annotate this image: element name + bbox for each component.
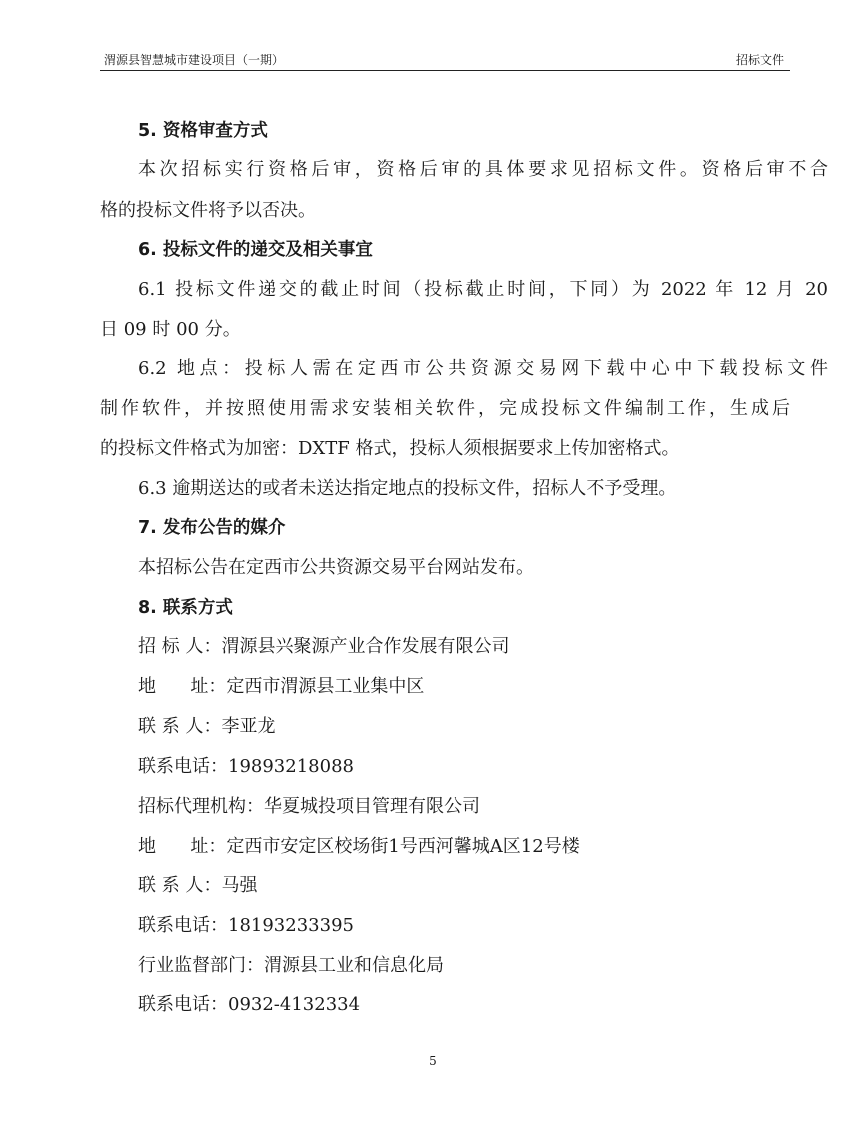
- contact-value: 渭源县工业和信息化局: [264, 955, 444, 976]
- section-5-paragraph-line-1: 本次招标实行资格后审，资格后审的具体要求见招标文件。资格后审不合: [138, 159, 828, 180]
- contact-label: 行业监督部门：: [138, 955, 264, 976]
- contact-value: 马强: [221, 875, 258, 896]
- section-8-heading: 8. 联系方式: [138, 598, 233, 618]
- page-number: 5: [429, 1054, 437, 1068]
- contact-label: 地 址：: [138, 836, 227, 857]
- contact-row-tenderer-address: [100, 675, 828, 699]
- section-6-1-line-1: 6.1 投标文件递交的截止时间（投标截止时间，下同）为 2022 年 12 月 20: [138, 279, 828, 300]
- contact-label: 招 标 人：: [138, 636, 222, 657]
- contact-value: 定西市渭源县工业集中区: [226, 676, 425, 697]
- contact-row-agency: [100, 795, 828, 819]
- contact-value: 19893218088: [228, 756, 354, 777]
- contact-row-agency-phone: [100, 914, 828, 938]
- contact-label: 招标代理机构：: [138, 796, 264, 817]
- contact-value: 18193233395: [228, 915, 354, 936]
- contact-label: 联 系 人：: [138, 716, 222, 737]
- contact-row-tenderer: [100, 635, 828, 659]
- contact-row-agency-contact: [100, 874, 828, 898]
- section-6-1-line-2: 日 09 时 00 分。: [100, 319, 241, 340]
- section-7-heading: 7. 发布公告的媒介: [138, 518, 286, 538]
- contact-label: 联系电话：: [138, 994, 228, 1015]
- section-7-paragraph: 本招标公告在定西市公共资源交易平台网站发布。: [138, 557, 534, 578]
- contact-value: 李亚龙: [221, 716, 276, 737]
- contact-value: 0932-4132334: [228, 994, 361, 1015]
- contact-label: 联 系 人：: [138, 875, 222, 896]
- header-doc-type: 招标文件: [735, 53, 784, 67]
- contact-label: 地 址：: [138, 676, 227, 697]
- section-6-2-line-2: 制作软件，并按照使用需求安装相关软件，完成投标文件编制工作，生成后: [100, 398, 790, 419]
- contact-value: 定西市安定区校场街1号西河馨城A区12号楼: [226, 836, 580, 857]
- section-6-2-line-1: 6.2 地点：投标人需在定西市公共资源交易网下载中心中下载投标文件: [138, 358, 828, 379]
- section-5-paragraph-line-2: 格的投标文件将予以否决。: [100, 200, 316, 221]
- contact-label: 联系电话：: [138, 915, 228, 936]
- contact-row-tenderer-phone: [100, 755, 828, 779]
- contact-row-agency-address: [100, 835, 828, 859]
- contact-value: 华夏城投项目管理有限公司: [264, 796, 480, 817]
- contact-value: 渭源县兴聚源产业合作发展有限公司: [221, 636, 510, 657]
- section-5-heading: 5. 资格审查方式: [138, 121, 268, 141]
- section-6-3-line: 6.3 逾期送达的或者未送达指定地点的投标文件，招标人不予受理。: [138, 478, 677, 499]
- section-6-2-line-3: 的投标文件格式为加密：DXTF 格式，投标人须根据要求上传加密格式。: [100, 438, 680, 459]
- contact-row-supervisor: [100, 954, 828, 978]
- contact-label: 联系电话：: [138, 756, 228, 777]
- page-header: [100, 46, 790, 71]
- header-project-title: 渭源县智慧城市建设项目（一期）: [104, 53, 285, 67]
- contact-row-supervisor-phone: [100, 993, 828, 1017]
- contact-row-tenderer-contact: [100, 715, 828, 739]
- section-6-heading: 6. 投标文件的递交及相关事宜: [138, 240, 373, 260]
